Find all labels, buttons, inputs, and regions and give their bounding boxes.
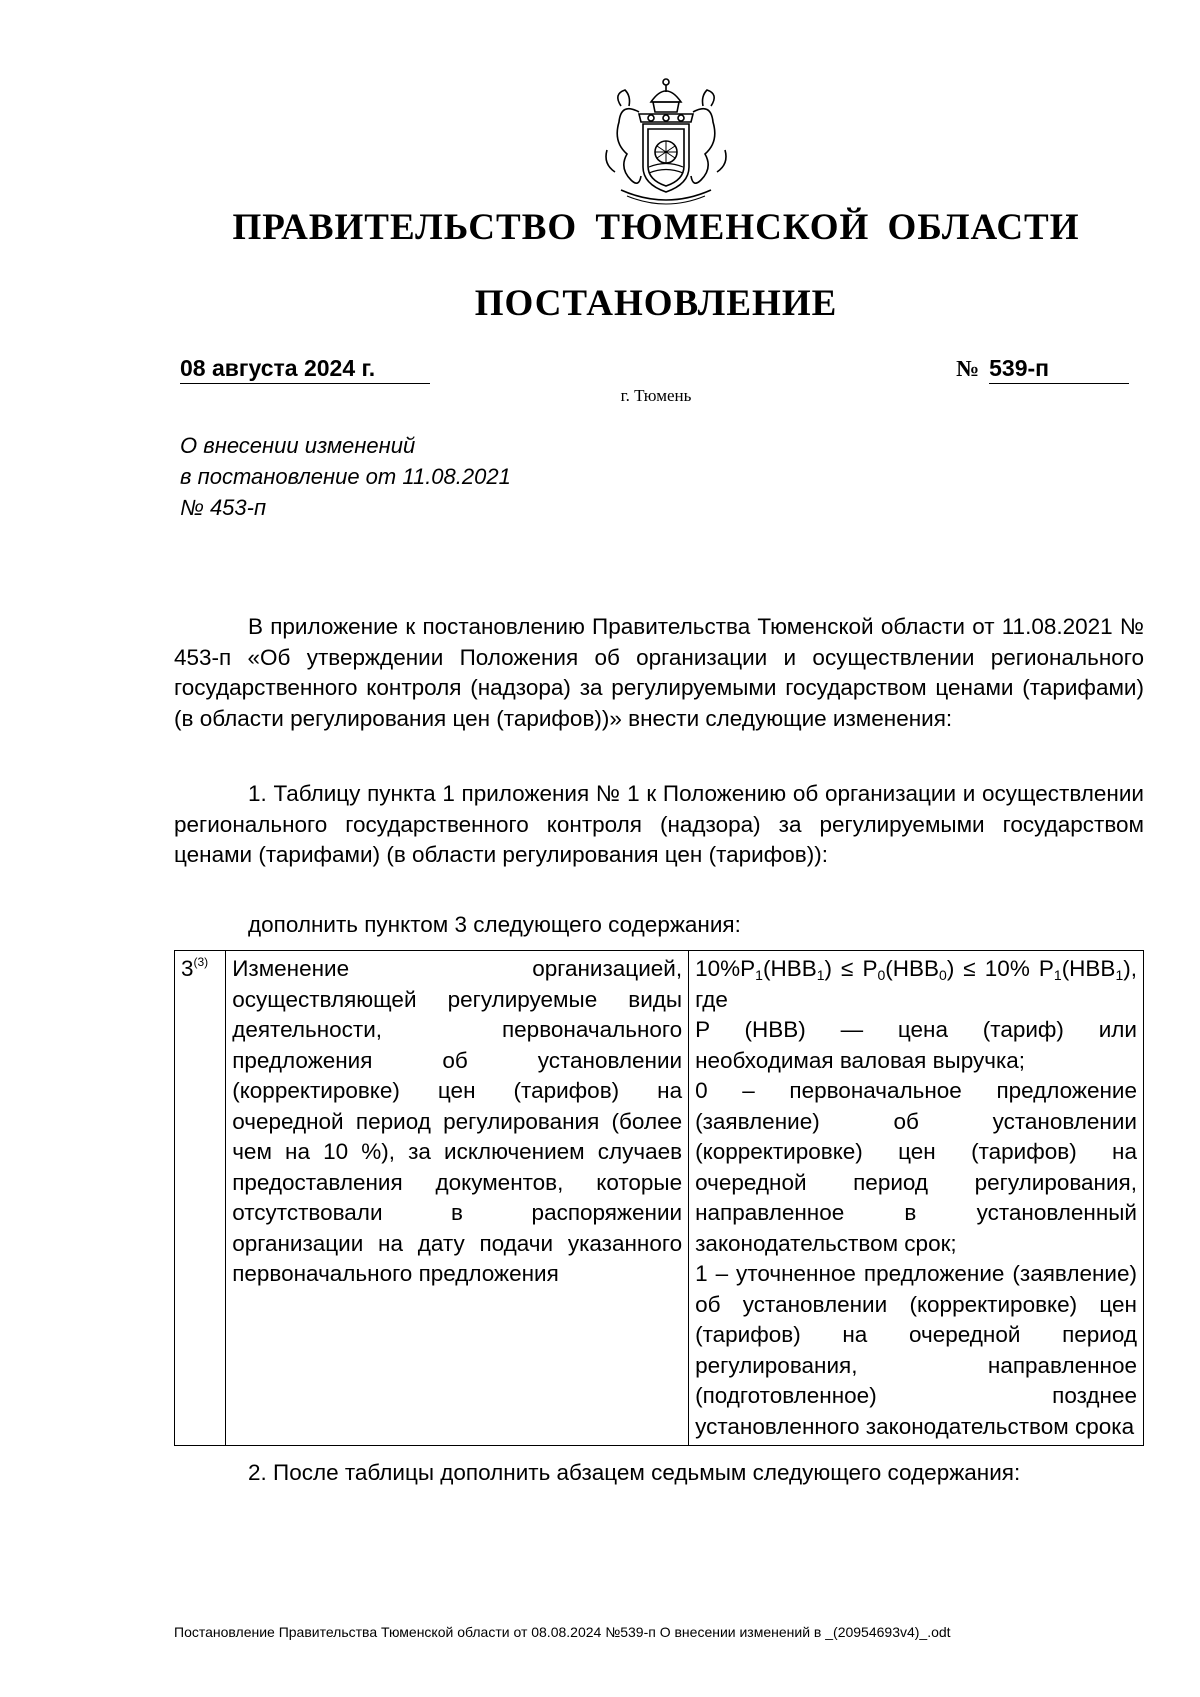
document-date: 08 августа 2024 г. [180, 353, 430, 384]
table-row [175, 951, 1144, 1446]
body-paragraph-intro [174, 612, 1144, 734]
paragraph-text: дополнить пунктом 3 следующего содержания: [248, 912, 741, 937]
body-paragraph-item-1 [174, 779, 1144, 871]
table-cell-criterion: Изменение организацией, осуществляющей регулируемые виды деятельности, первоначального предложения об установлении (корректировке) цен (тарифов) на очередной период регулирования (более чем на 10 %), за исключением случаев предоставления документов, которые отсутствовали в распоряжении организации на дату подачи указанного первоначального предложения [226, 951, 689, 1446]
coat-of-arms-icon [591, 72, 741, 212]
page-footer: Постановление Правительства Тюменской области от 08.08.2024 №539-п О внесении изменений в _(20954693v4)_.odt [174, 1624, 951, 1640]
paragraph-text: 2. После таблицы дополнить абзацем седьмым следующего содержания: [248, 1460, 1021, 1485]
subject-line: О внесении изменений [180, 433, 416, 458]
row-number-superscript: (3) [193, 955, 209, 969]
formula: $10\%P_1(НВВ_1) \le P_0(НВВ_0) \le 10\%$ $P_1(НВВ_1)$, [695, 956, 1137, 983]
table-cell-number [175, 951, 226, 1446]
amendment-table [174, 950, 1144, 1446]
document-type: ПОСТАНОВЛЕНИЕ [474, 283, 838, 324]
body-paragraph-addition [174, 910, 1144, 941]
paragraph-text: В приложение к постановлению Правительства Тюменской области от 11.08.2021 № 453-п «Об утверждении Положения об организации и осуществлении регионального государственного контроля (надзора) за регулируемыми государством ценами (тарифами) (в области регулирования цен (тарифов))» внести следующие изменения: [174, 614, 1144, 731]
subject-line: в постановление от 11.08.2021 [180, 464, 511, 489]
subject-line: № 453-п [180, 495, 267, 520]
number-sign: № [956, 356, 980, 381]
document-number-block [956, 353, 1138, 384]
body-paragraph-item-2 [174, 1458, 1144, 1489]
document-subject [180, 430, 511, 523]
row-number: 3 [181, 956, 194, 981]
table-cell-formula [689, 951, 1144, 1446]
document-number: 539-п [989, 353, 1129, 384]
formula-definition: 1 – уточненное предложение (заявление) об установлении (корректировке) цен (тарифов) на очередной период регулирования, направленное (подготовленное) позднее установленного законодательством срока [695, 1261, 1137, 1439]
formula-definition: 0 – первоначальное предложение (заявление) об установлении (корректировке) цен (тарифов) на очередной период регулирования, направленное в установленный законодательством срок; [695, 1078, 1137, 1256]
paragraph-text: 1. Таблицу пункта 1 приложения № 1 к Положению об организации и осуществлении регионального государственного контроля (надзора) за регулируемыми государством ценами (тарифами) (в области регулирования цен (тарифов)): [174, 781, 1144, 867]
formula-definition: P (НВВ) — цена (тариф) или необходимая валовая выручка; [695, 1017, 1137, 1073]
document-city: г. Тюмень [620, 386, 692, 405]
organization-title: ПРАВИТЕЛЬСТВО ТЮМЕНСКОЙ ОБЛАСТИ [232, 207, 1080, 248]
formula-where: где [695, 986, 728, 1012]
